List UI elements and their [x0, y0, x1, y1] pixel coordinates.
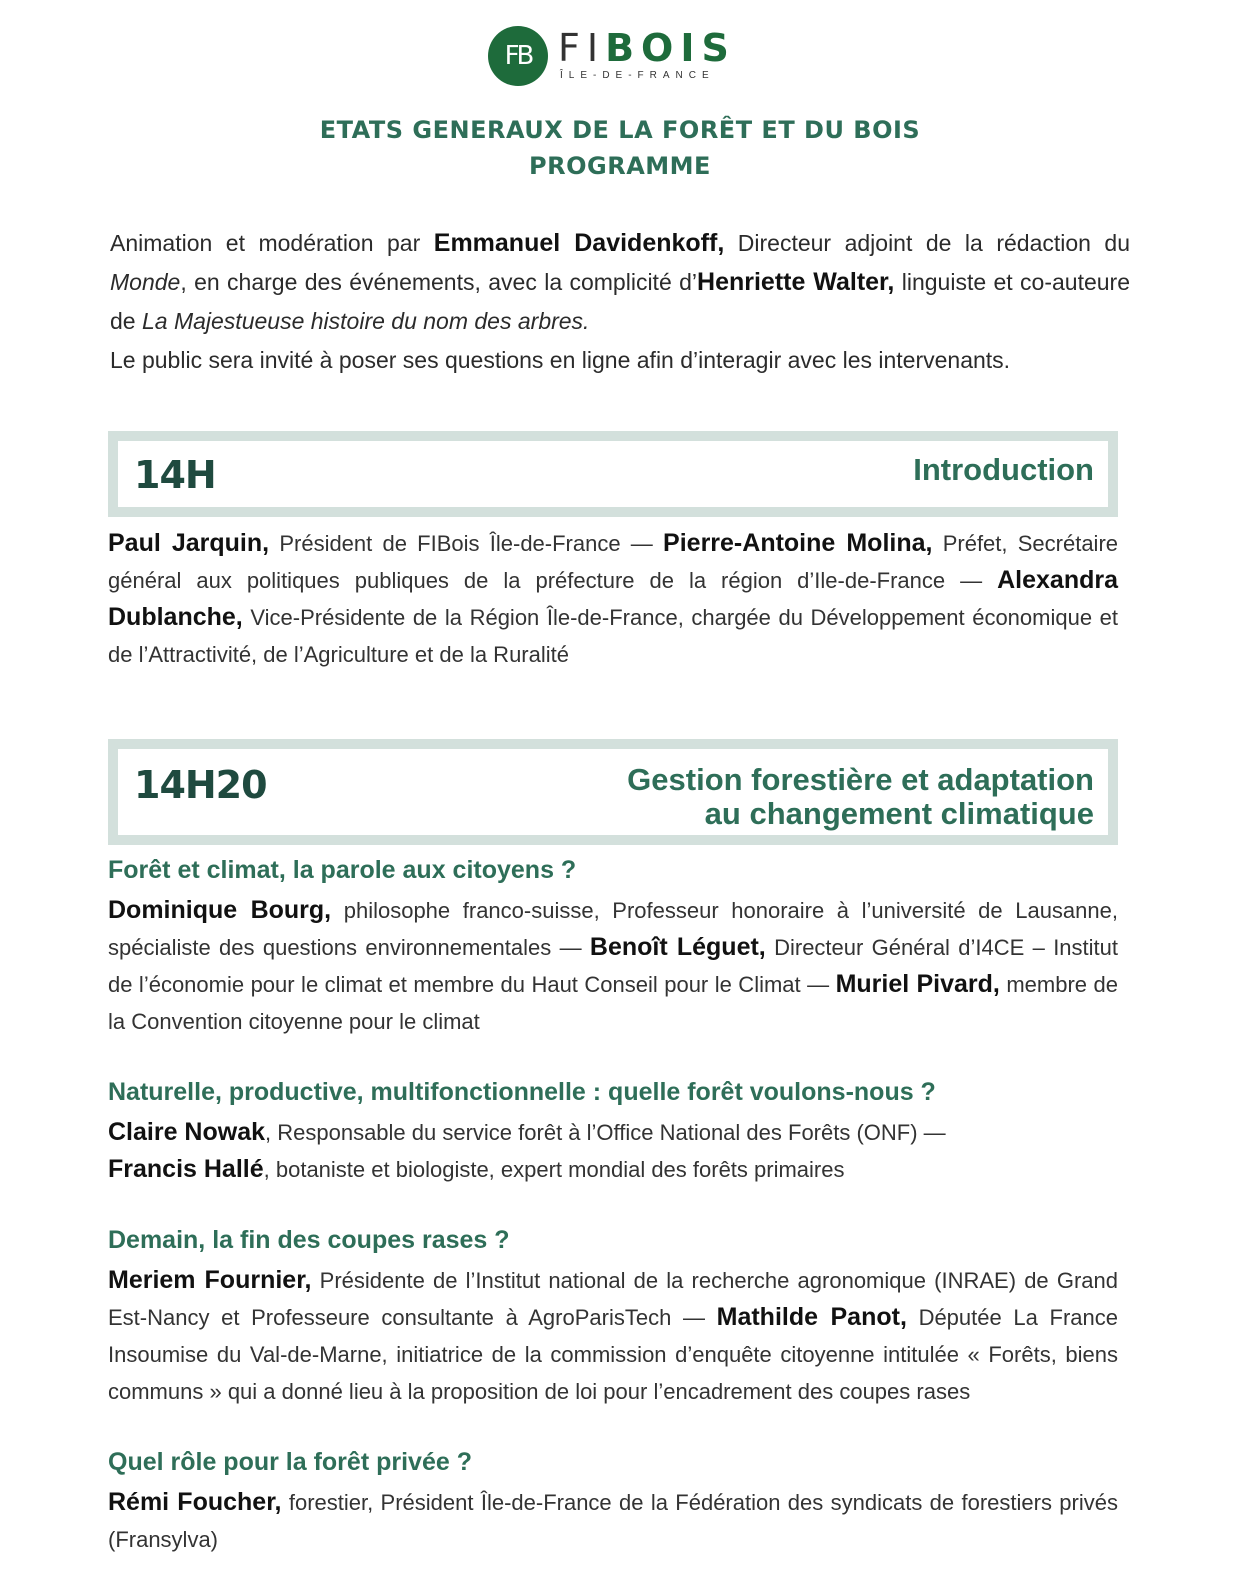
- topic-speakers: Meriem Fournier, Présidente de l’Institut national de la recherche agronomique (INRAE) de Grand Est-Nancy et Professeure consultante à AgroParisTech — Mathilde Panot, Députée La France Insoumise du Val-de-Marne, initiatrice de la commission d’enquête citoyenne intitulée « Forêts, biens communs » qui a donné lieu à la proposition de loi pour l’encadrement des coupes rases: [108, 1266, 1118, 1404]
- topic-title: Naturelle, productive, multifonctionnelle : quelle forêt voulons-nous ?: [108, 1078, 936, 1106]
- session-header-14h: [108, 431, 1118, 517]
- page-title: ETATS GENERAUX DE LA FORÊT ET DU BOIS: [319, 116, 921, 144]
- intro-paragraph: Animation et modération par Emmanuel Davidenkoff, Directeur adjoint de la rédaction du Monde, en charge des événements, avec la complicité d’Henriette Walter, linguiste et co-auteure de La Majestueuse histoire du nom des arbres.: [110, 229, 1131, 334]
- logo-initials: FB: [488, 26, 548, 86]
- moderator-name: Emmanuel Davidenkoff,: [433, 229, 725, 257]
- topic-speakers: Claire Nowak, Responsable du service forêt à l’Office National des Forêts (ONF) — Francis Hallé, botaniste et biologiste, expert mondial des forêts primaires: [108, 1118, 946, 1183]
- topic-title: Quel rôle pour la forêt privée ?: [108, 1448, 472, 1476]
- topic-speakers: Rémi Foucher, forestier, Président Île-de-France de la Fédération des syndicats de forestiers privés (Fransylva): [108, 1488, 1118, 1552]
- fibois-logo: [488, 26, 758, 88]
- session-title: Introduction: [913, 452, 1094, 487]
- session-title: Gestion forestière et adaptation au changement climatique: [627, 762, 1094, 831]
- guest-name: Henriette Walter,: [697, 268, 895, 296]
- page-subtitle: PROGRAMME: [529, 152, 711, 180]
- topic-speakers: Dominique Bourg, philosophe franco-suisse, Professeur honoraire à l’université de Lausanne, spécialiste des questions environnementales — Benoît Léguet, Directeur Général d’I4CE – Institut de l’économie pour le climat et membre du Haut Conseil pour le Climat — Muriel Pivard, membre de la Convention citoyenne pour le climat: [108, 896, 1118, 1034]
- session-time: 14H20: [134, 763, 267, 807]
- session-header-14h20: [108, 739, 1118, 845]
- logo-name: FIBOIS: [558, 26, 736, 70]
- session-time: 14H: [134, 453, 216, 497]
- session-speakers: Paul Jarquin, Président de FIBois Île-de-France — Pierre-Antoine Molina, Préfet, Secrétaire général aux politiques publiques de la préfecture de la région d’Ile-de-France — Alexandra Dublanche, Vice-Présidente de la Région Île-de-France, chargée du Développement économique et de l’Attractivité, de l’Agriculture et de la Ruralité: [108, 529, 1118, 667]
- topic-title: Forêt et climat, la parole aux citoyens ?: [108, 856, 577, 884]
- logo-subtitle: ÎLE-DE-FRANCE: [560, 70, 715, 81]
- intro-note: Le public sera invité à poser ses questions en ligne afin d’interagir avec les intervenants.: [110, 347, 1011, 373]
- topic-title: Demain, la fin des coupes rases ?: [108, 1226, 510, 1254]
